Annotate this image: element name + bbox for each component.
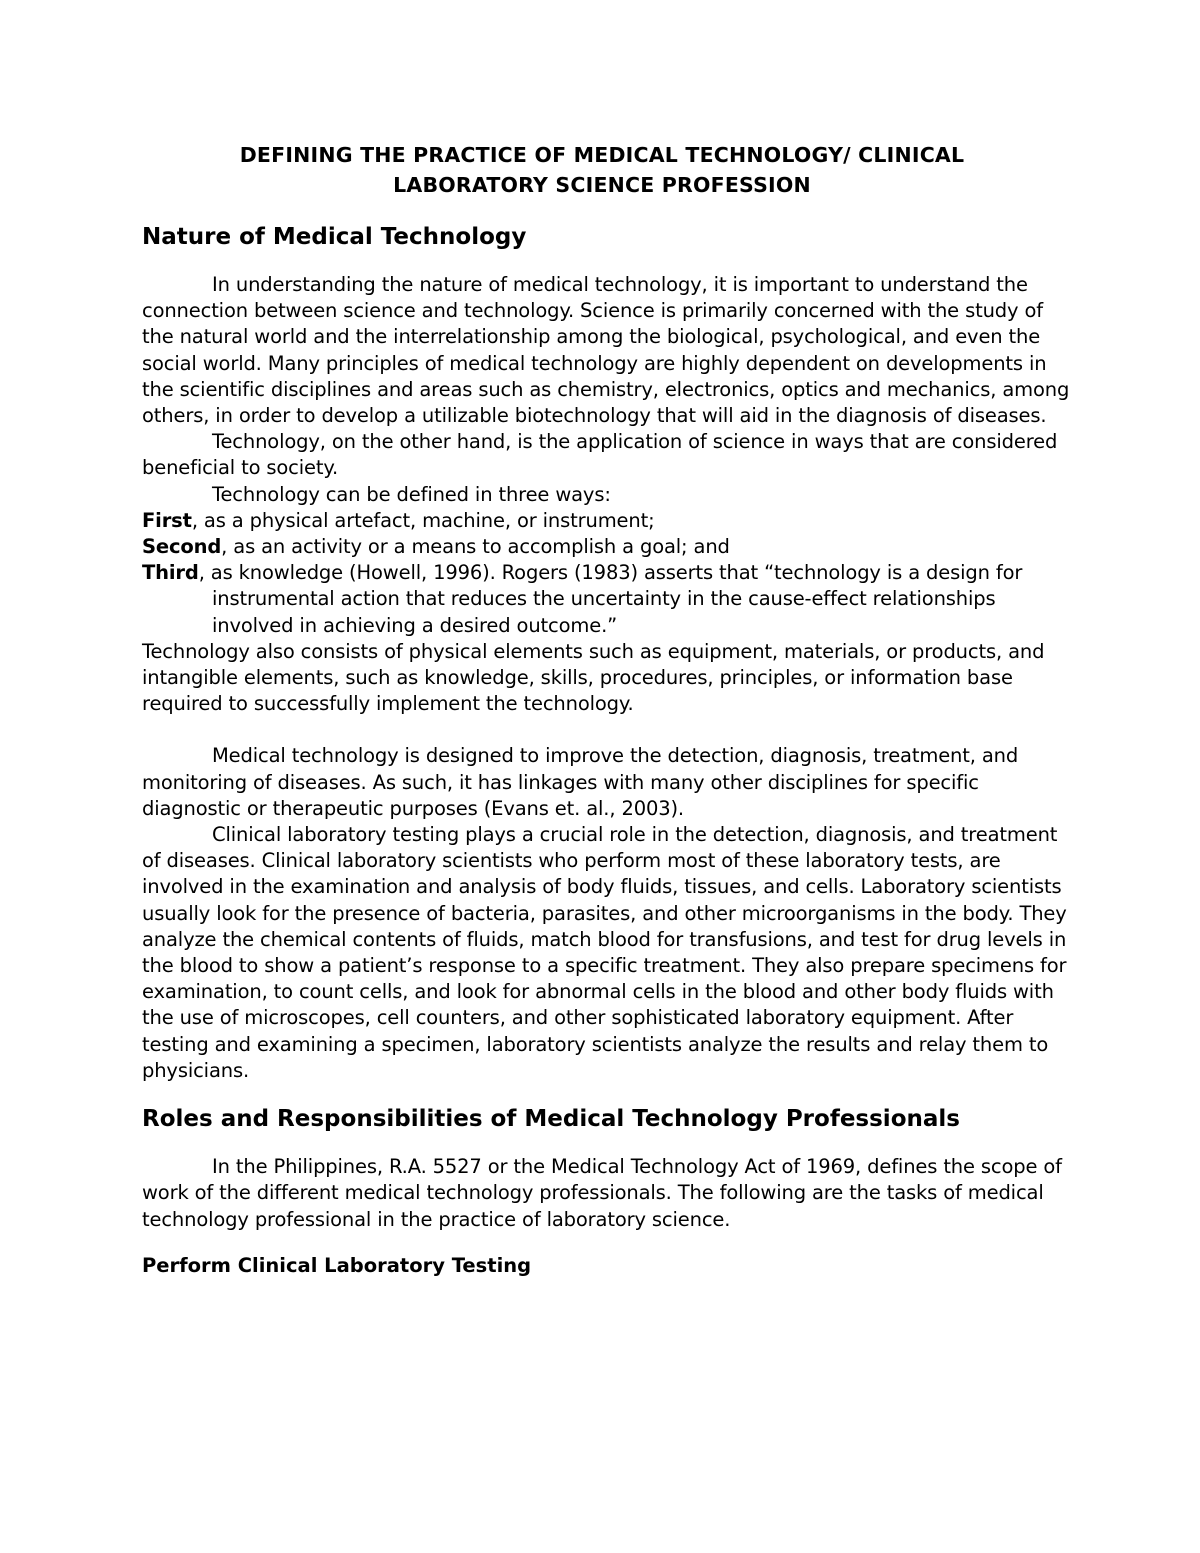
list-item-second [142, 534, 1072, 560]
subheading-perform-testing: Perform Clinical Laboratory Testing [142, 1253, 532, 1277]
spacer [142, 1084, 1072, 1104]
second-label: Second [142, 535, 222, 559]
paragraph-roles-intro: In the Philippines, R.A. 5527 or the Medical Technology Act of 1969, defines the scope of work of the different medical technology professionals. The following are the tasks of medical technology professional in the practice of laboratory science. [142, 1155, 1062, 1231]
first-label: First [142, 508, 192, 532]
paragraph-clinical-testing: Clinical laboratory testing plays a crucial role in the detection, diagnosis, and treatment of diseases. Clinical laboratory scientists who perform most of these laboratory tests, are involved in the examination and analysis of body fluids, tissues, and cells. Laboratory scientists usually look for the presence of bacteria, parasites, and other microorganisms in the body. They analyze the chemical contents of fluids, match blood for transfusions, and test for drug levels in the blood to show a patient’s response to a specific treatment. They also prepare specimens for examination, to count cells, and look for abnormal cells in the blood and other body fluids with the use of microscopes, cell counters, and other sophisticated laboratory equipment. After testing and examining a specimen, laboratory scientists analyze the results and relay them to physicians. [142, 823, 1067, 1082]
third-label: Third [142, 561, 199, 585]
paragraph-medical-technology: Medical technology is designed to improve the detection, diagnosis, treatment, and monitoring of diseases. As such, it has linkages with many other disciplines for specific diagnostic or therapeutic purposes (Evans et. al., 2003). [142, 744, 1019, 820]
first-text: , as a physical artefact, machine, or instrument; [191, 508, 655, 532]
section-heading-nature: Nature of Medical Technology [142, 224, 527, 250]
document-title [132, 140, 1072, 200]
list-item-third [142, 560, 1072, 639]
spacer [142, 717, 1072, 743]
title-line-1: DEFINING THE PRACTICE OF MEDICAL TECHNOLOGY/ CLINICAL [239, 143, 965, 167]
title-line-2: LABORATORY SCIENCE PROFESSION [393, 173, 811, 197]
spacer [142, 1233, 1072, 1253]
paragraph-nature-intro: In understanding the nature of medical technology, it is important to understand the connection between science and technology. Science is primarily concerned with the study of the natural world and the interrelationship among the biological, psychological, and even the social world. Many principles of medical technology are highly dependent on developments in the scientific disciplines and areas such as chemistry, electronics, optics and mechanics, among others, in order to develop a utilizable biotechnology that will aid in the diagnosis of diseases. [142, 273, 1070, 428]
paragraph-three-ways: Technology can be defined in three ways: [212, 482, 611, 506]
section-heading-roles: Roles and Responsibilities of Medical Technology Professionals [142, 1106, 960, 1133]
paragraph-technology-elements: Technology also consists of physical elements such as equipment, materials, or products, and intangible elements, such as knowledge, skills, procedures, principles, or information base required to successfully implement the technology. [142, 639, 1045, 716]
list-item-first [142, 508, 1072, 534]
paragraph-technology-definition: Technology, on the other hand, is the application of science in ways that are considered beneficial to society. [142, 430, 1058, 480]
document-page [142, 140, 1072, 1279]
third-text: , as knowledge (Howell, 1996). Rogers (1983) asserts that “technology is a design for instrumental action that reduces the uncertainty in the cause-effect relationships involved in achieving a desired outcome.” [198, 561, 1023, 637]
second-text: , as an activity or a means to accomplish a goal; and [221, 535, 730, 559]
